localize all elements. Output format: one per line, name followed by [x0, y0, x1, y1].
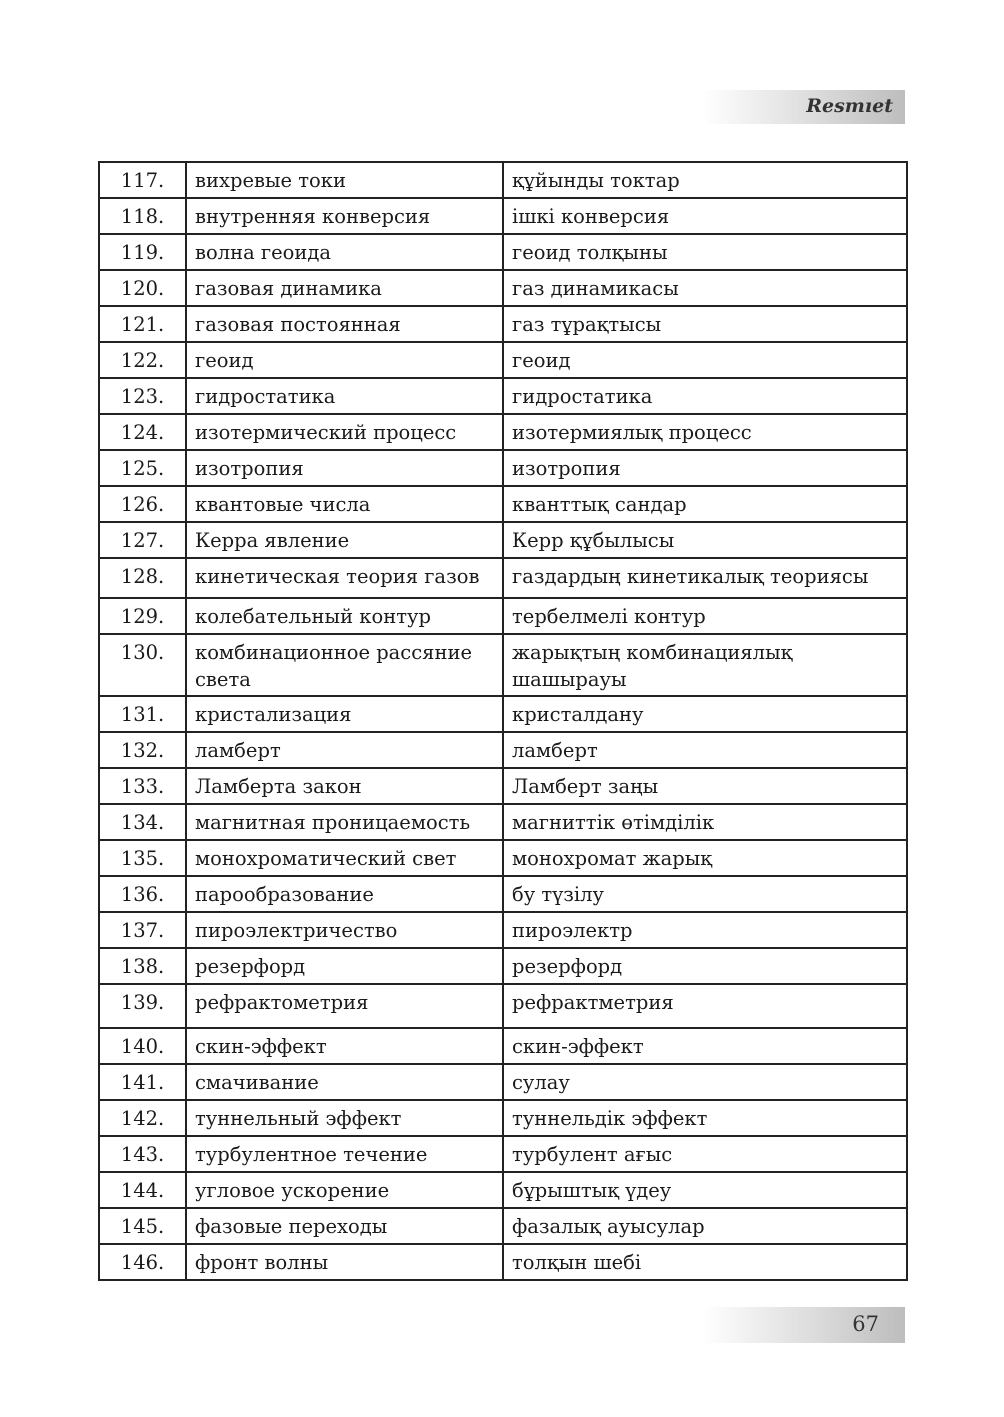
term-number: 130.: [99, 634, 186, 696]
kazakh-term: кристалдану: [503, 696, 907, 732]
russian-term: туннельный эффект: [186, 1100, 503, 1136]
table-row: [99, 804, 907, 840]
running-header: [702, 90, 905, 124]
table-row: [99, 270, 907, 306]
table-row: [99, 1244, 907, 1280]
kazakh-term: құйынды токтар: [503, 162, 907, 198]
term-number: 136.: [99, 876, 186, 912]
kazakh-term: геоид толқыны: [503, 234, 907, 270]
glossary-table: [98, 161, 908, 1281]
russian-term: газовая динамика: [186, 270, 503, 306]
table-row: [99, 840, 907, 876]
russian-term: турбулентное течение: [186, 1136, 503, 1172]
term-number: 119.: [99, 234, 186, 270]
kazakh-term: Керр құбылысы: [503, 522, 907, 558]
russian-term: квантовые числа: [186, 486, 503, 522]
table-row: [99, 378, 907, 414]
kazakh-term: рефрактметрия: [503, 984, 907, 1028]
russian-term: Керра явление: [186, 522, 503, 558]
term-number: 117.: [99, 162, 186, 198]
russian-term: парообразование: [186, 876, 503, 912]
kazakh-term: газ тұрақтысы: [503, 306, 907, 342]
term-number: 125.: [99, 450, 186, 486]
term-number: 142.: [99, 1100, 186, 1136]
russian-term: смачивание: [186, 1064, 503, 1100]
russian-term: гидростатика: [186, 378, 503, 414]
term-number: 123.: [99, 378, 186, 414]
kazakh-term: Ламберт заңы: [503, 768, 907, 804]
term-number: 127.: [99, 522, 186, 558]
term-number: 139.: [99, 984, 186, 1028]
term-number: 137.: [99, 912, 186, 948]
table-row: [99, 1136, 907, 1172]
russian-term: угловое ускорение: [186, 1172, 503, 1208]
kazakh-term: резерфорд: [503, 948, 907, 984]
header-label: Resmıet: [806, 95, 893, 117]
russian-term: геоид: [186, 342, 503, 378]
term-number: 134.: [99, 804, 186, 840]
glossary-rows: [99, 162, 907, 1280]
table-row: [99, 162, 907, 198]
russian-term: скин-эффект: [186, 1028, 503, 1064]
table-row: [99, 1100, 907, 1136]
russian-term: кинетическая теория газов: [186, 558, 503, 598]
russian-term: ламберт: [186, 732, 503, 768]
table-row: [99, 306, 907, 342]
kazakh-term: геоид: [503, 342, 907, 378]
table-row: [99, 558, 907, 598]
russian-term: пироэлектричество: [186, 912, 503, 948]
term-number: 145.: [99, 1208, 186, 1244]
table-row: [99, 634, 907, 696]
table-row: [99, 1064, 907, 1100]
table-row: [99, 984, 907, 1028]
kazakh-term: туннельдік эффект: [503, 1100, 907, 1136]
russian-term: Ламберта закон: [186, 768, 503, 804]
russian-term: монохроматический свет: [186, 840, 503, 876]
kazakh-term: монохромат жарық: [503, 840, 907, 876]
kazakh-term: скин-эффект: [503, 1028, 907, 1064]
table-row: [99, 450, 907, 486]
kazakh-term: изотермиялық процесс: [503, 414, 907, 450]
running-footer: [702, 1307, 905, 1343]
russian-term: внутренняя конверсия: [186, 198, 503, 234]
russian-term: колебательный контур: [186, 598, 503, 634]
kazakh-term: гидростатика: [503, 378, 907, 414]
table-row: [99, 486, 907, 522]
russian-term: изотропия: [186, 450, 503, 486]
table-row: [99, 948, 907, 984]
russian-term: вихревые токи: [186, 162, 503, 198]
kazakh-term: кванттық сандар: [503, 486, 907, 522]
table-row: [99, 598, 907, 634]
kazakh-term: бу түзілу: [503, 876, 907, 912]
kazakh-term: сулау: [503, 1064, 907, 1100]
term-number: 131.: [99, 696, 186, 732]
term-number: 138.: [99, 948, 186, 984]
term-number: 144.: [99, 1172, 186, 1208]
table-row: [99, 876, 907, 912]
russian-term: резерфорд: [186, 948, 503, 984]
russian-term: фронт волны: [186, 1244, 503, 1280]
term-number: 135.: [99, 840, 186, 876]
kazakh-term: газ динамикасы: [503, 270, 907, 306]
kazakh-term: магниттік өтімділік: [503, 804, 907, 840]
kazakh-term: газдардың кинетикалық теориясы: [503, 558, 907, 598]
term-number: 124.: [99, 414, 186, 450]
russian-term: изотермический процесс: [186, 414, 503, 450]
term-number: 143.: [99, 1136, 186, 1172]
kazakh-term: жарықтың комбинациялық шашырауы: [503, 634, 907, 696]
table-row: [99, 414, 907, 450]
table-row: [99, 732, 907, 768]
table-row: [99, 1028, 907, 1064]
term-number: 129.: [99, 598, 186, 634]
kazakh-term: фазалық ауысулар: [503, 1208, 907, 1244]
term-number: 121.: [99, 306, 186, 342]
term-number: 122.: [99, 342, 186, 378]
table-row: [99, 1172, 907, 1208]
russian-term: волна геоида: [186, 234, 503, 270]
table-row: [99, 198, 907, 234]
russian-term: комбинационное рассяние света: [186, 634, 503, 696]
russian-term: кристализация: [186, 696, 503, 732]
russian-term: фазовые переходы: [186, 1208, 503, 1244]
kazakh-term: ламберт: [503, 732, 907, 768]
kazakh-term: пироэлектр: [503, 912, 907, 948]
table-row: [99, 696, 907, 732]
term-number: 132.: [99, 732, 186, 768]
kazakh-term: бұрыштық үдеу: [503, 1172, 907, 1208]
table-row: [99, 522, 907, 558]
term-number: 133.: [99, 768, 186, 804]
kazakh-term: тербелмелі контур: [503, 598, 907, 634]
table-row: [99, 1208, 907, 1244]
kazakh-term: ішкі конверсия: [503, 198, 907, 234]
term-number: 118.: [99, 198, 186, 234]
term-number: 128.: [99, 558, 186, 598]
russian-term: газовая постоянная: [186, 306, 503, 342]
term-number: 126.: [99, 486, 186, 522]
page-number: 67: [852, 1312, 879, 1336]
term-number: 120.: [99, 270, 186, 306]
table-row: [99, 912, 907, 948]
term-number: 141.: [99, 1064, 186, 1100]
term-number: 140.: [99, 1028, 186, 1064]
russian-term: магнитная проницаемость: [186, 804, 503, 840]
term-number: 146.: [99, 1244, 186, 1280]
table-row: [99, 342, 907, 378]
table-row: [99, 768, 907, 804]
kazakh-term: турбулент ағыс: [503, 1136, 907, 1172]
table-row: [99, 234, 907, 270]
russian-term: рефрактометрия: [186, 984, 503, 1028]
kazakh-term: толқын шебі: [503, 1244, 907, 1280]
kazakh-term: изотропия: [503, 450, 907, 486]
